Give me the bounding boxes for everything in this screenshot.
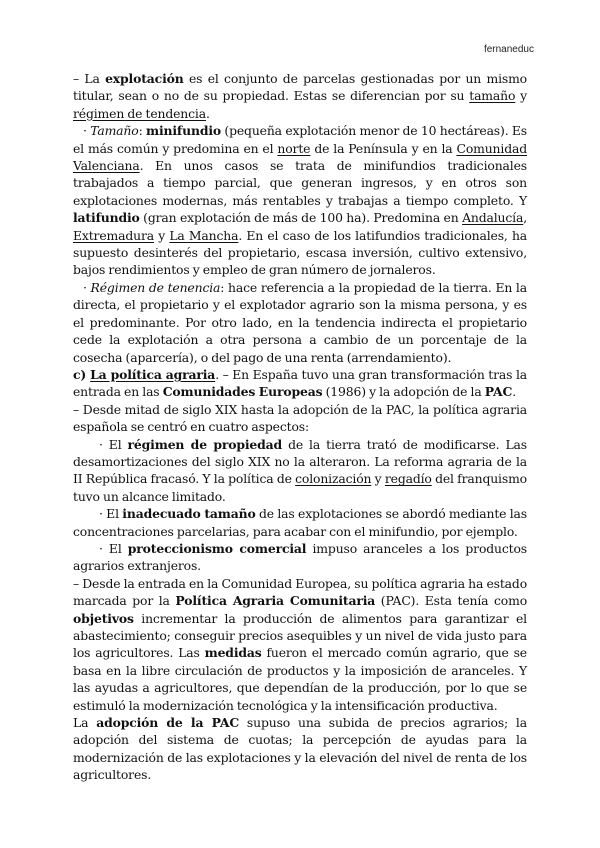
paragraph-pac: – Desde la entrada en la Comunidad Europea, su política agraria ha estado marcada por la Política Agraria Comunitaria (PAC). Esta tenía como objetivos incrementar la producción de alimentos para garantizar el abastecimiento; conseguir precios asequibles y un nivel de vida justo para los agricultores. Las medidas fueron el mercado común agrario, que se basa en la libre circulación de productos y la imposición de aranceles. Y las ayudas a agricultores, que dependían de la producción, por lo que se estimuló la modernización tecnológica y la intensificación productiva. <box>73 575 527 713</box>
term-explotacion: explotación <box>105 71 184 86</box>
document-body <box>73 70 527 784</box>
term-tamano: tamaño <box>469 88 516 104</box>
subheading-regimen: Régimen de tenencia <box>90 279 221 295</box>
author-header: fernaneduc <box>483 44 534 55</box>
paragraph-explotacion: – La explotación es el conjunto de parcelas gestionadas por un mismo titular, sean o no de su propiedad. Estas se diferencian por su tamaño y régimen de tendencia. <box>73 71 527 121</box>
term-latifundio: latifundio <box>73 210 140 226</box>
heading-politica-agraria: La política agraria <box>90 366 216 382</box>
term-minifundio: minifundio <box>145 123 222 139</box>
subheading-tamano: Tamaño <box>90 123 139 139</box>
paragraph-adopcion-pac: La adopción de la PAC supuso una subida de precios agrarios; la adopción del sistema de cuotas; la percepción de ayudas para la modernización de las explotaciones y la elevación del nivel de renta de los agricultores. <box>73 715 527 783</box>
paragraph-tamano: · Tamaño: minifundio (pequeña explotación menor de 10 hectáreas). Es el más común y predomina en el norte de la Península y en la Comunidad Valenciana. En unos casos se trata de minifundios tradicionales trabajados a tiempo parcial, que generan ingresos, y en otros son explotaciones modernas, más rentables y trabajas a tiempo completo. Y latifundio (gran explotación de más de 100 ha). Predomina en Andalucía, Extremadura y La Mancha. En el caso de los latifundios tradicionales, ha supuesto desinterés del propietario, escasa inversión, cultivo extensivo, bajos rendimientos y empleo de gran número de jornaleros. <box>73 123 528 278</box>
term-regimen-tendencia: régimen de tendencia <box>73 105 206 121</box>
bullet-regimen-propiedad: · El régimen de propiedad de la tierra trató de modificarse. Las desamortizaciones del siglo XIX no la alteraron. La reforma agraria de la II República fracasó. Y la política de colonización y regadío del franquismo tuvo un alcance limitado. <box>73 436 528 504</box>
paragraph-aspectos: – Desde mitad de siglo XIX hasta la adopción de la PAC, la política agraria española se centró en cuatro aspectos: <box>73 401 527 435</box>
section-heading-politica: c) La política agraria. – En España tuvo una gran transformación tras la entrada en las Comunidades Europeas (1986) y la adopción de la PAC. <box>73 366 527 400</box>
bullet-inadecuado-tamano: · El inadecuado tamaño de las explotaciones se abordó mediante las concentraciones parcelarias, para acabar con el minifundio, por ejemplo. <box>73 506 528 539</box>
paragraph-regimen-tenencia: · Régimen de tenencia: hace referencia a la propiedad de la tierra. En la directa, el propietario y el explotador agrario son la misma persona, y es el predominante. Por otro lado, en la tendencia indirecta el propietario cede la explotación a otra persona a cambio de un porcentaje de la cosecha (aparcería), o del pago de una renta (arrendamiento). <box>73 279 527 365</box>
bullet-proteccionismo: · El proteccionismo comercial impuso aranceles a los productos agrarios extranjeros. <box>73 540 528 574</box>
